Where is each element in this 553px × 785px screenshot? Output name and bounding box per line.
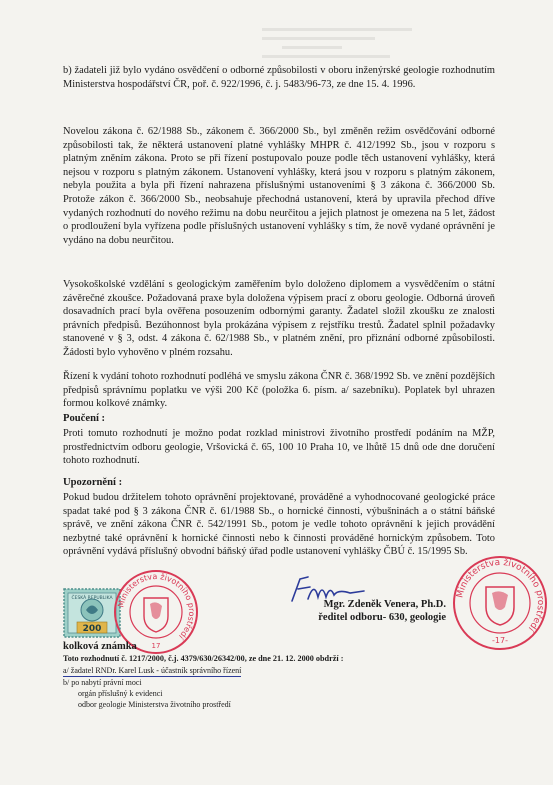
- recipient-a: [63, 666, 241, 676]
- stamp-number: -17-: [492, 636, 508, 645]
- stamp-ring-text: Ministerstva životního prostředí: [455, 557, 546, 633]
- revenue-stamp-value: 200: [82, 624, 102, 634]
- paragraph-qualification: [63, 278, 495, 360]
- footer-reference: Toto rozhodnutí č. 1217/2000, č.j. 4379/630/26342/00, ze dne 21. 12. 2000 obdrží :: [63, 654, 344, 663]
- kolek-label: kolková známka: [63, 641, 137, 652]
- revenue-stamp-country: ČESKÁ REPUBLIKA: [71, 596, 113, 601]
- recipient-a-text: a/ žadatel RNDr. Karel Lusk - účastník správního řízení: [63, 666, 242, 675]
- signatory-name: Mgr. Zdeněk Venera, Ph.D.: [323, 599, 446, 610]
- recipient-b-line3: odbor geologie Ministerstva životního prostředí: [78, 700, 231, 709]
- paragraph-legal-change: [63, 125, 495, 247]
- signatory-title: ředitel odboru- 630, geologie: [318, 612, 446, 623]
- paragraph-text: Pokud budou držitelem tohoto oprávnění projektované, prováděné a vyhodnocované geologické práce spadat také pod § 3 zákona ČNR č. 61/1988 Sb., o hornické činnosti, výbušninách a o státní báňské správě, ve znění zákona ČNR č. 542/1991 Sb., potom je vedle tohoto oprávnění k jejich provádění nezbytné také oprávnění k hornické činnosti nebo k činnosti prováděné hornickým způsobem. Toto oprávnění vydává příslušný obvodní báňský úřad podle ustanovení vyhlášky ČBÚ č. 15/1995 Sb.: [63, 492, 495, 558]
- recipient-b-line2: orgán příslušný k evidenci: [78, 689, 163, 698]
- pouceni-text: [63, 427, 495, 468]
- stamp-number: 17: [151, 642, 161, 650]
- paragraph-text: Řízení k vydání tohoto rozhodnutí podléhá ve smyslu zákona ČNR č. 368/1992 Sb. ve znění pozdějších předpisů správnímu poplatku ve výši 200 Kč (položka 6. písm. a/ sazebníku). Poplatek byl uhrazen formou kolkové známky.: [63, 371, 495, 410]
- paragraph-text: b) žadateli již bylo vydáno osvědčení o odborné způsobilosti v oboru inženýrské geologie rozhodnutím Ministerstva hospodářství ČR, poř. č. 922/1996, č. j. 5483/96-73, ze dne 15. 4. 1996.: [63, 65, 495, 90]
- paragraph-previous-certificate: [63, 64, 495, 91]
- pouceni-heading: Poučení :: [63, 413, 106, 424]
- paragraph-fee: [63, 370, 495, 411]
- paragraph-text: Vysokoškolské vzdělání s geologickým zaměřením bylo doloženo diplomem a vysvědčením o státní závěrečné zkoušce. Požadovaná praxe byla doložena výpisem prací z oboru geologie. Odborná úroveň dosavadních prací byla ověřena posouzením odbornými garanty. Žadatel složil zkoušku ze znalosti právních předpisů. Bezúhonnost byla prokázána výpisem z rejstříku trestů. Žadatel splnil požadavky stanovené v § 3, odst. 4 zákona č. 62/1988 Sb., v platném znění, pro přiznání odborné způsobilosti. Žádosti bylo vyhověno v plném rozsahu.: [63, 279, 495, 358]
- stamp-ring-text: Ministerstva životního prostředí: [116, 571, 197, 642]
- upozorneni-heading: Upozornění :: [63, 477, 123, 488]
- recipient-b: b/ po nabytí právní moci: [63, 678, 142, 687]
- signature-block: [318, 599, 446, 623]
- paragraph-text: Proti tomuto rozhodnutí je možno podat rozklad ministrovi životního prostředí podáním na MŽP, prostřednictvím odboru geologie, Vršovická č. 65, 100 10 Praha 10, ve lhůtě 15 dnů ode dne doručení tohoto rozhodnutí.: [63, 428, 495, 467]
- official-stamp-right: [450, 553, 550, 653]
- paragraph-text: Novelou zákona č. 62/1988 Sb., zákonem č. 366/2000 Sb., byl změněn režim osvědčování odborné způsobilosti tak, že některá ustanovení platné vyhlášky MHPR č. 412/1992 Sb., jsou v rozporu s platným zněním zákona. Proto se při řízení postupovalo pouze podle těch ustanovení vyhlášky, která nejsou v rozporu s platným zákonem. Ustanovení vyhlášky, která jsou v rozporu s platným zákonem, nebyla použita a byla při řízení nahrazena příslušnými ustanoveními § 3 zákona č. 366/2000 Sb. Protože zákon č. 366/2000 Sb., neobsahuje přechodná ustanovení, která by upravila přechod dříve vydaných rozhodnutí do nového režimu na dobu neurčitou a jejich platnost je omezena na 5 let, žádost o prodloužení byla vyřízena podle příslušných ustanovení vyhlášky s tím, že nově vydané oprávnění je vydáno na dobu neurčitou.: [63, 126, 495, 246]
- upozorneni-text: [63, 491, 495, 559]
